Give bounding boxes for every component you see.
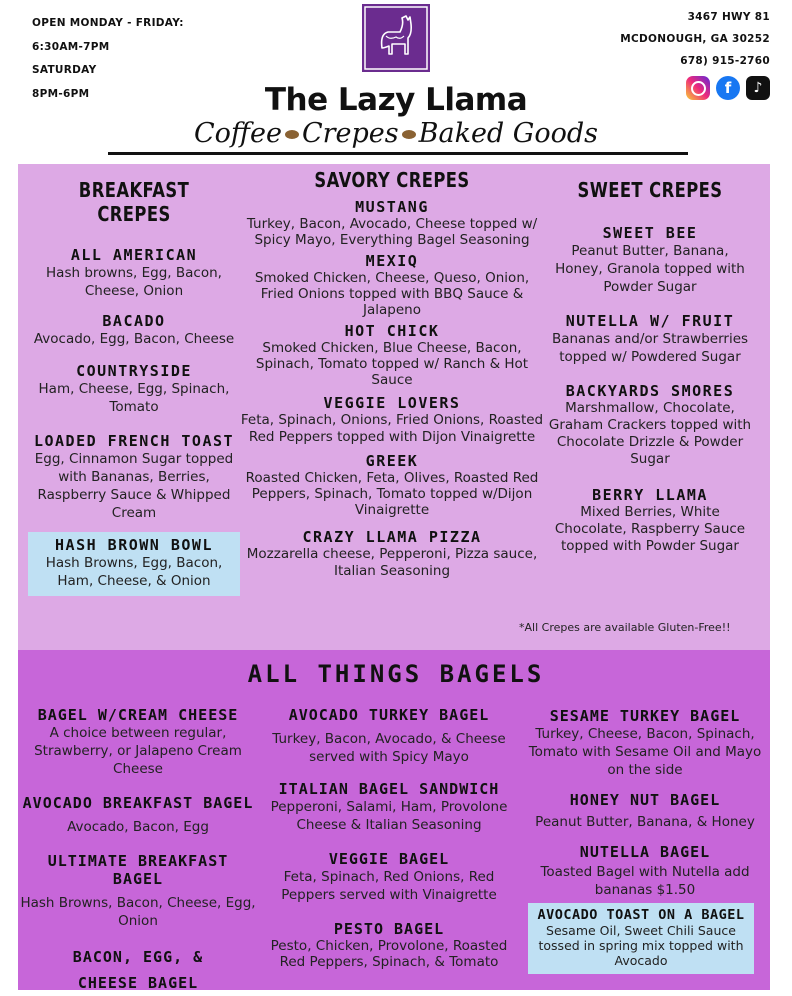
address-line: 3467 HWY 81: [687, 11, 770, 23]
coffee-bean-icon: [285, 130, 299, 139]
menu-item-desc: Peanut Butter, Banana, Honey, Granola topped with Powder Sugar: [555, 243, 745, 295]
section-title: SAVORY CREPES: [314, 168, 470, 192]
menu-item-desc: Feta, Spinach, Onions, Fried Onions, Roasted Red Peppers topped with Dijon Vinaigrette: [240, 412, 544, 445]
menu-item-desc: Bananas and/or Strawberries topped w/ Powdered Sugar: [551, 331, 749, 365]
menu-item-desc: Toasted Bagel with Nutella add bananas $1.50: [540, 864, 750, 898]
menu-item-desc: Ham, Cheese, Egg, Spinach, Tomato: [38, 381, 230, 415]
brand-name: The Lazy Llama: [264, 82, 528, 118]
menu-item-name: BACON, EGG, & CHEESE BAGEL: [72, 948, 204, 992]
hours-line: SATURDAY: [32, 64, 97, 76]
menu-item-name: PESTO BAGEL: [333, 920, 445, 938]
menu-item-desc: Sesame Oil, Sweet Chili Sauce tossed in spring mix topped with Avocado: [538, 923, 744, 968]
sweet-crepes-column: [548, 178, 752, 555]
menu-item-name: SWEET BEE: [602, 224, 698, 242]
menu-item-name: ITALIAN BAGEL SANDWICH: [278, 780, 500, 798]
menu-item-desc: A choice between regular, Strawberry, or Jalapeno Cream Cheese: [34, 725, 242, 777]
bagels-right-column: [520, 707, 770, 974]
tagline-crepes: Crepes: [301, 118, 399, 149]
menu-item-name: MUSTANG: [355, 198, 429, 216]
menu-item-desc: Smoked Chicken, Cheese, Queso, Onion, Fried Onions topped with BBQ Sauce & Jalapeno: [254, 270, 530, 318]
coffee-bean-icon: [402, 130, 416, 139]
menu-item-desc: Mozzarella cheese, Pepperoni, Pizza sauce, Italian Seasoning: [246, 546, 538, 579]
phone-number: 678) 915-2760: [680, 55, 770, 67]
address-block: [620, 6, 770, 72]
menu-item-name: AVOCADO TOAST ON A BAGEL: [537, 907, 745, 923]
menu-item-name: GREEK: [365, 452, 419, 470]
menu-item-name: AVOCADO BREAKFAST BAGEL: [22, 794, 254, 812]
menu-item-name: ALL AMERICAN: [70, 246, 198, 264]
savory-crepes-column: [240, 168, 544, 580]
menu-item-desc: Pepperoni, Salami, Ham, Provolone Cheese & Italian Seasoning: [270, 799, 508, 833]
menu-item-name: HONEY NUT BAGEL: [569, 791, 721, 809]
menu-item-name: VEGGIE BAGEL: [328, 850, 450, 868]
menu-item-name: BACKYARDS SMORES: [565, 382, 735, 400]
gluten-free-note: *All Crepes are available Gluten-Free!!: [519, 621, 731, 634]
llama-logo: [362, 4, 430, 72]
menu-item-desc: Turkey, Bacon, Avocado, Cheese topped w/ Spicy Mayo, Everything Bagel Seasoning: [246, 216, 538, 248]
menu-item-name: HOT CHICK: [344, 322, 440, 340]
header-divider: [108, 152, 688, 155]
menu-item-desc: Turkey, Cheese, Bacon, Spinach, Tomato with Sesame Oil and Mayo on the side: [528, 726, 762, 778]
menu-item-desc: Avocado, Bacon, Egg: [67, 819, 209, 835]
menu-item-name: AVOCADO TURKEY BAGEL: [288, 706, 490, 724]
menu-item-name: SESAME TURKEY BAGEL: [549, 707, 741, 725]
tagline: [0, 118, 792, 149]
menu-item-name: COUNTRYSIDE: [76, 362, 192, 380]
hash-brown-bowl-box: [28, 532, 240, 596]
address-line: MCDONOUGH, GA 30252: [620, 33, 770, 45]
section-title: SWEET CREPES: [577, 178, 723, 202]
menu-item-name: BERRY LLAMA: [592, 486, 708, 504]
bagels-middle-column: [258, 706, 520, 970]
facebook-icon[interactable]: f: [716, 76, 740, 100]
menu-item-name: LOADED FRENCH TOAST: [33, 432, 235, 450]
tagline-baked-goods: Baked Goods: [418, 118, 599, 149]
breakfast-crepes-column: [28, 178, 240, 596]
menu-item-desc: Turkey, Bacon, Avocado, & Cheese served with Spicy Mayo: [272, 731, 506, 765]
menu-item-desc: Avocado, Egg, Bacon, Cheese: [33, 331, 235, 347]
menu-item-desc: Hash Browns, Bacon, Cheese, Egg, Onion: [20, 895, 256, 929]
menu-item-name: CRAZY LLAMA PIZZA: [302, 528, 482, 546]
menu-item-name: MEXIQ: [365, 252, 419, 270]
hours-line: 8PM-6PM: [32, 87, 90, 100]
menu-item-desc: Peanut Butter, Banana, & Honey: [535, 814, 755, 830]
section-title: ALL THINGS BAGELS: [247, 660, 545, 688]
section-title: BREAKFAST CREPES: [78, 178, 190, 226]
menu-item-name: BACADO: [102, 312, 166, 330]
menu-item-desc: Smoked Chicken, Blue Cheese, Bacon, Spinach, Tomato topped w/ Ranch & Hot Sauce: [255, 340, 529, 388]
menu-item-desc: Pesto, Chicken, Provolone, Roasted Red Peppers, Spinach, & Tomato: [270, 938, 508, 970]
menu-item-name: VEGGIE LOVERS: [323, 394, 461, 412]
tagline-coffee: Coffee: [193, 118, 282, 149]
bagels-left-column: [20, 706, 256, 996]
menu-item-desc: Mixed Berries, White Chocolate, Raspberry Sauce topped with Powder Sugar: [554, 504, 746, 554]
hours-line: 6:30AM-7PM: [32, 40, 110, 53]
menu-item-desc: Feta, Spinach, Red Onions, Red Peppers served with Vinaigrette: [281, 869, 497, 903]
menu-item-name: NUTELLA W/ FRUIT: [565, 312, 735, 330]
menu-item-name: ULTIMATE BREAKFAST BAGEL: [47, 852, 229, 888]
hours-line: OPEN MONDAY - FRIDAY:: [32, 17, 184, 29]
tiktok-icon[interactable]: ♪: [746, 76, 770, 100]
menu-item-desc: Egg, Cinnamon Sugar topped with Bananas, Berries, Raspberry Sauce & Whipped Cream: [34, 451, 234, 521]
menu-item-name: NUTELLA BAGEL: [579, 843, 711, 861]
avocado-toast-box: [528, 903, 754, 974]
menu-item-desc: Marshmallow, Chocolate, Graham Crackers topped with Chocolate Drizzle & Powder Sugar: [548, 400, 752, 467]
menu-item-desc: Hash browns, Egg, Bacon, Cheese, Onion: [46, 265, 222, 299]
menu-item-desc: Hash Browns, Egg, Bacon, Ham, Cheese, & Onion: [45, 555, 223, 589]
menu-item-name: HASH BROWN BOWL: [55, 536, 213, 554]
menu-item-desc: Roasted Chicken, Feta, Olives, Roasted Red Peppers, Spinach, Tomato topped w/Dijon Vinaigrette: [245, 470, 539, 518]
menu-item-name: BAGEL W/CREAM CHEESE: [37, 706, 239, 724]
